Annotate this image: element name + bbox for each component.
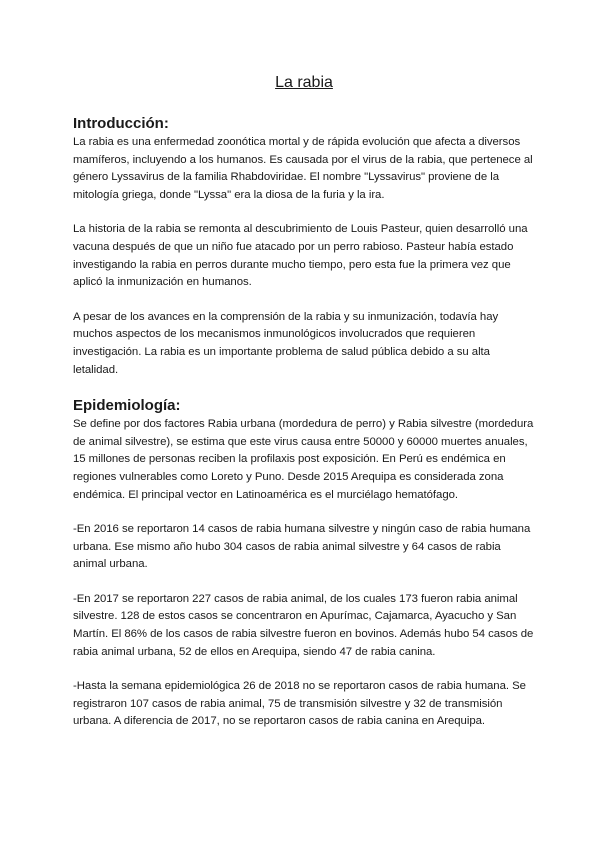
paragraph-epi-2016: -En 2016 se reportaron 14 casos de rabia humana silvestre y ningún caso de rabia humana urbana. Ese mismo año hubo 304 casos de rabia animal silvestre y 64 casos de rabia animal urbana. [73, 523, 531, 571]
document-page [73, 72, 535, 748]
paragraph-epi-2018: -Hasta la semana epidemiológica 26 de 2018 no se reportaron casos de rabia humana. Se registraron 107 casos de rabia animal, 75 de transmisión silvestre y 32 de transmisión urbana. A diferencia de 2017, no se reportaron casos de rabia canina en Arequipa. [73, 680, 526, 728]
document-title: La rabia [275, 74, 333, 91]
paragraph-epi-2017: -En 2017 se reportaron 227 casos de rabia animal, de los cuales 173 fueron rabia animal silvestre. 128 de estos casos se concentraron en Apurímac, Cajamarca, Ayacucho y San Martín. El 86% de los casos de rabia silvestre fueron en bovinos. Además hubo 54 casos de rabia animal urbana, 52 de ellos en Arequipa, siendo 47 de rabia canina. [73, 592, 534, 658]
paragraph-epi-1: Se define por dos factores Rabia urbana (mordedura de perro) y Rabia silvestre (mordedura de animal silvestre), se estima que este virus causa entre 50000 y 60000 muertes anuales, 15 millones de personas reciben la profilaxis post exposición. En Perú es endémica en regiones vulnerables como Loreto y Puno. Desde 2015 Arequipa es considerada zona endémica. El principal vector en Latinoamérica es el murciélago hematófago. [73, 418, 534, 501]
section-heading-introduccion: Introducción: [73, 115, 169, 132]
paragraph-intro-3: A pesar de los avances en la comprensión de la rabia y su inmunización, todavía hay muchos aspectos de los mecanismos inmunológicos involucrados que requieren investigación. La rabia es un importante problema de salud pública debido a su alta letalidad. [73, 310, 499, 376]
paragraph-intro-1: La rabia es una enfermedad zoonótica mortal y de rápida evolución que afecta a diversos mamíferos, incluyendo a los humanos. Es causada por el virus de la rabia, que pertenece al género Lyssavirus de la familia Rhabdoviridae. El nombre "Lyssavirus" proviene de la mitología griega, donde "Lyssa" era la diosa de la furia y la ira. [73, 136, 533, 201]
paragraph-intro-2: La historia de la rabia se remonta al descubrimiento de Louis Pasteur, quien desarrolló una vacuna después de que un niño fue atacado por un perro rabioso. Pasteur había estado investigando la rabia en perros durante mucho tiempo, pero esta fue la primera vez que aplicó la inmunización en humanos. [73, 223, 528, 289]
section-heading-epidemiologia: Epidemiología: [73, 397, 181, 415]
